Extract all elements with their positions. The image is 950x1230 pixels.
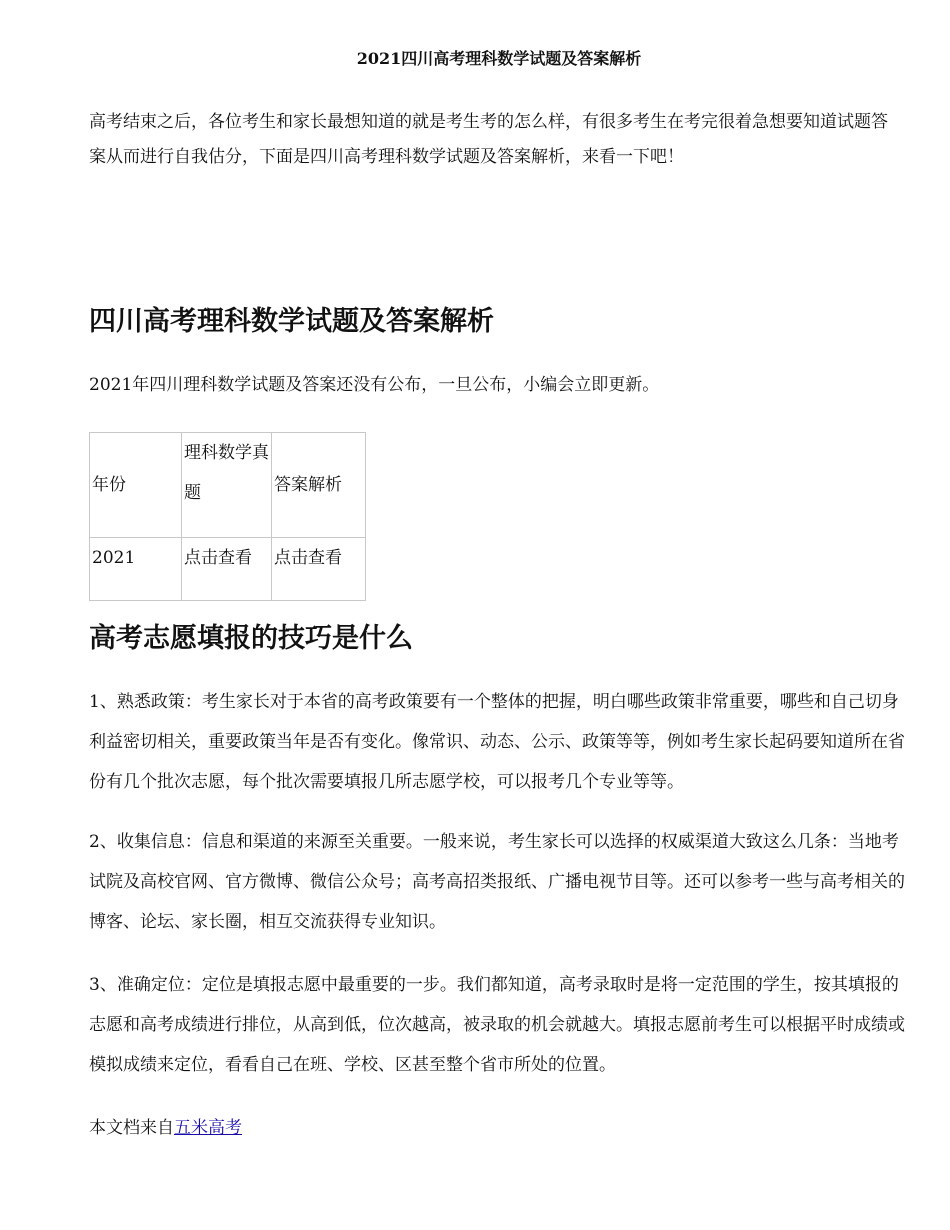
section-heading-exam: 四川高考理科数学试题及答案解析 [89,306,494,337]
intro-paragraph: 高考结束之后，各位考生和家长最想知道的就是考生考的怎么样，有很多考生在考完很着急想要知道试题答案从而进行自我估分，下面是四川高考理科数学试题及答案解析，来看一下吧！ [89,112,888,167]
source-line [89,1111,242,1145]
source-link[interactable]: 五米高考 [174,1118,242,1138]
section-heading-tips: 高考志愿填报的技巧是什么 [89,623,413,654]
table-header-row [90,433,366,538]
cell-view-answers-link[interactable]: 点击查看 [272,538,366,601]
header-year: 年份 [90,433,182,538]
header-answer-analysis: 答案解析 [272,433,366,538]
cell-year: 2021 [90,538,182,601]
cell-view-questions-link[interactable]: 点击查看 [182,538,272,601]
tip-paragraph-positioning: 3、准确定位：定位是填报志愿中最重要的一步。我们都知道，高考录取时是将一定范围的学生，按其填报的志愿和高考成绩进行排位，从高到低，位次越高，被录取的机会就越大。填报志愿前考生可以根据平时成绩或模拟成绩来定位，看看自己在班、学校、区甚至整个省市所处的位置。 [89,975,905,1075]
table-row [90,538,366,601]
tip-paragraph-information: 2、收集信息：信息和渠道的来源至关重要。一般来说，考生家长可以选择的权威渠道大致这么几条：当地考试院及高校官网、官方微博、微信公众号；高考高招类报纸、广播电视节目等。还可以参考一些与高考相关的博客、论坛、家长圈，相互交流获得专业知识。 [89,832,905,932]
exam-notice: 2021年四川理科数学试题及答案还没有公布，一旦公布，小编会立即更新。 [89,375,660,395]
header-math-questions: 理科数学真题 [182,433,272,538]
document-title: 2021四川高考理科数学试题及答案解析 [356,49,642,68]
source-prefix: 本文档来自 [89,1118,174,1138]
tip-paragraph-policy: 1、熟悉政策：考生家长对于本省的高考政策要有一个整体的把握，明白哪些政策非常重要，哪些和自己切身利益密切相关，重要政策当年是否有变化。像常识、动态、公示、政策等等，例如考生家长起码要知道所在省份有几个批次志愿，每个批次需要填报几所志愿学校，可以报考几个专业等等。 [89,692,905,792]
exam-table [89,432,366,601]
